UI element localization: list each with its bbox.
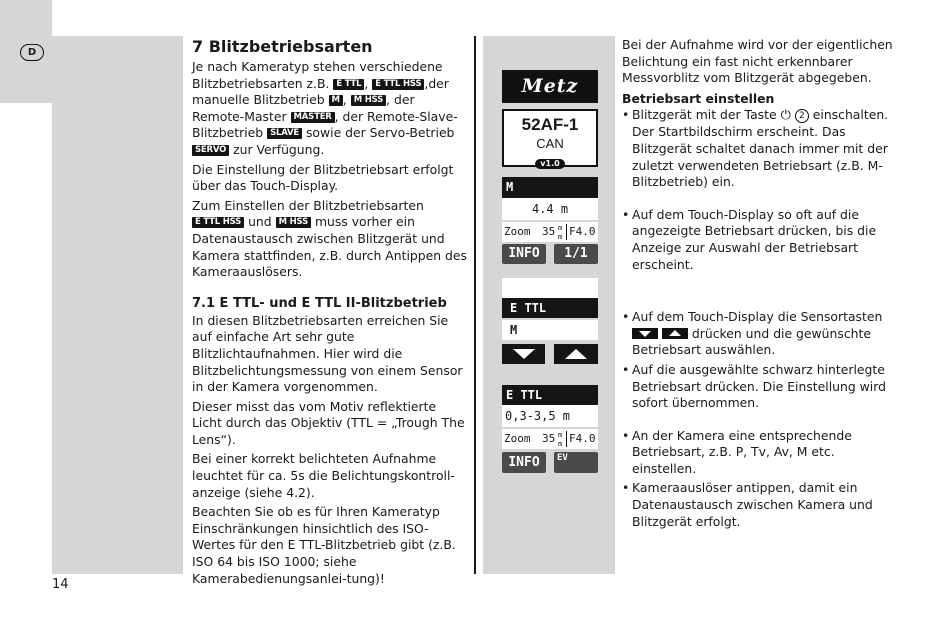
down-arrow-icon <box>513 349 535 359</box>
tag-m-hss: M HSS <box>351 95 386 106</box>
aperture-value: F4.0 <box>569 225 596 238</box>
tag-ettl-hss: E TTL HSS <box>372 79 424 90</box>
paragraph-iso: Beachten Sie ob es für Ihren Kameratyp Einschränkungen hinsichtlich des ISO-Wertes für den E TTL-Blitzbetrieb gibt (z.B. ISO 64 bis ISO 1000; siehe Kamerabedienungsanlei-tung)! <box>192 504 456 586</box>
tag-master: MASTER <box>291 112 335 123</box>
left-column <box>192 37 468 590</box>
intro-paragraph: Je nach Kameratyp stehen verschiedene Blitzbetriebsarten z.B. E TTL , E TTL HSS ,der manuelle Blitzbetrieb M , M HSS , der Remote-Master MASTER , der Remote-Slave-Blitzbetrieb SLAVE sowie der Servo-Betrieb SERVO zur Verfügung. <box>192 59 458 157</box>
down-arrow-button[interactable] <box>502 344 545 364</box>
tag-m-hss: M HSS <box>276 217 311 228</box>
bullet-sensor-keys: • Auf dem Touch-Display die Sensortasten drücken und die gewünschte Betriebsart auswählen. <box>622 309 894 359</box>
paragraph-exposure: Bei einer korrekt belichteten Aufnahme leuchtet für ca. 5s die Belichtungskontroll-anzeige (siehe 4.2). <box>192 451 455 500</box>
subheading-set-mode: Betriebsart einstellen <box>622 90 775 106</box>
paragraph-preflash: Bei der Aufnahme wird vor der eigentlichen Belichtung ein fast nicht erkennbarer Messvorblitz vom Blitzgerät abgegeben. <box>622 37 893 86</box>
distance-readout: 4.4 m <box>502 198 598 220</box>
bullet-shutter: • Kameraauslöser antippen, damit ein Datenaustausch zwischen Kamera und Blitzgerät erfolgt. <box>622 480 894 530</box>
bullet-select-mode: • Auf die ausgewählte schwarz hinterlegte Betriebsart drücken. Die Einstellung wird sofort übernommen. <box>622 362 894 412</box>
ev-button[interactable]: EV <box>554 452 598 473</box>
range-readout: 0,3-3,5 m <box>502 405 598 427</box>
model-name: 52AF-1 <box>521 115 579 134</box>
tag-slave: SLAVE <box>267 128 302 139</box>
aperture-value: F4.0 <box>569 432 596 445</box>
up-arrow-icon <box>565 349 587 359</box>
tag-servo: SERVO <box>192 145 229 156</box>
left-margin-strip <box>52 36 183 574</box>
tag-m: M <box>329 95 343 106</box>
zoom-label: Zoom <box>504 225 531 238</box>
zoom-value: 35 <box>542 225 556 238</box>
power-icon: ⏻ <box>780 107 791 123</box>
down-key-icon <box>632 328 658 339</box>
bullet-camera-mode: • An der Kamera eine entsprechende Betriebsart, z.B. P, Tv, Av, M etc. einstellen. <box>622 428 894 478</box>
paragraph-data-exchange: Zum Einstellen der Blitzbetriebsarten E TTL HSS und M HSS muss vorher ein Datenaustausch zwischen Blitzgerät und Kamera stattfinden, z.B. durch Antippen des Kameraauslösers. <box>192 197 468 280</box>
info-button[interactable]: INFO <box>502 244 546 264</box>
bullet-power-on: • Blitzgerät mit der Taste ⏻ 2 einschalten. Der Startbildschirm erscheint. Das Blitzgerät schaltet danach immer mit der zuletzt verwendeten Betriebsart (z.B. M-Blitzbetrieb) ein. <box>622 107 894 191</box>
zoom-value: 35 <box>542 432 556 445</box>
zoom-label: Zoom <box>504 432 531 445</box>
option-m[interactable]: M <box>502 320 598 340</box>
zoom-row: Zoom 35 m m F4.0 <box>502 429 598 449</box>
can-label: CAN <box>536 136 564 151</box>
paragraph-touch-display: Die Einstellung der Blitzbetriebsart erfolgt über das Touch-Display. <box>192 161 454 194</box>
selection-screen-top <box>502 278 598 298</box>
zoom-row: Zoom 35 m m F4.0 <box>502 222 598 242</box>
language-badge: D <box>20 44 44 61</box>
paragraph-ettl-intro: In diesen Blitzbetriebsarten erreichen Sie auf einfache Art sehr gute Blitzlichtaufnahmen. Hier wird die Blitzbelichtungsmessung von einem Sensor in der Kamera vorgenommen. <box>192 312 463 395</box>
bullet-press-mode: • Auf dem Touch-Display so oft auf die angezeigte Betriebsart drücken, bis die Anzeige zur Auswahl der Betriebsart erscheint. <box>622 207 894 273</box>
up-arrow-button[interactable] <box>554 344 598 364</box>
up-key-icon <box>662 328 688 339</box>
paragraph-ttl: Dieser misst das vom Motiv reflektierte Licht durch das Objektiv (TTL = „Trough The Lens“). <box>192 398 465 447</box>
page-number: 14 <box>52 577 69 592</box>
mode-bar-m[interactable]: M <box>502 177 598 198</box>
page-button[interactable]: 1/1 <box>554 244 598 264</box>
option-ettl[interactable]: E TTL <box>502 298 598 318</box>
info-button[interactable]: INFO <box>502 452 546 473</box>
start-screen <box>502 109 598 167</box>
page-title: 7 Blitzbetriebsarten <box>192 37 373 56</box>
mode-bar-ettl[interactable]: E TTL <box>502 385 598 405</box>
column-divider <box>474 36 476 574</box>
right-column <box>622 37 894 533</box>
callout-number: 2 <box>795 109 809 123</box>
tag-ettl-hss: E TTL HSS <box>192 217 244 228</box>
version-badge: v1.0 <box>535 159 564 169</box>
section-title: 7.1 E TTL- und E TTL II-Blitzbetrieb <box>192 295 447 311</box>
tag-ettl: E TTL <box>333 79 364 90</box>
metz-logo: Metz <box>502 70 598 103</box>
